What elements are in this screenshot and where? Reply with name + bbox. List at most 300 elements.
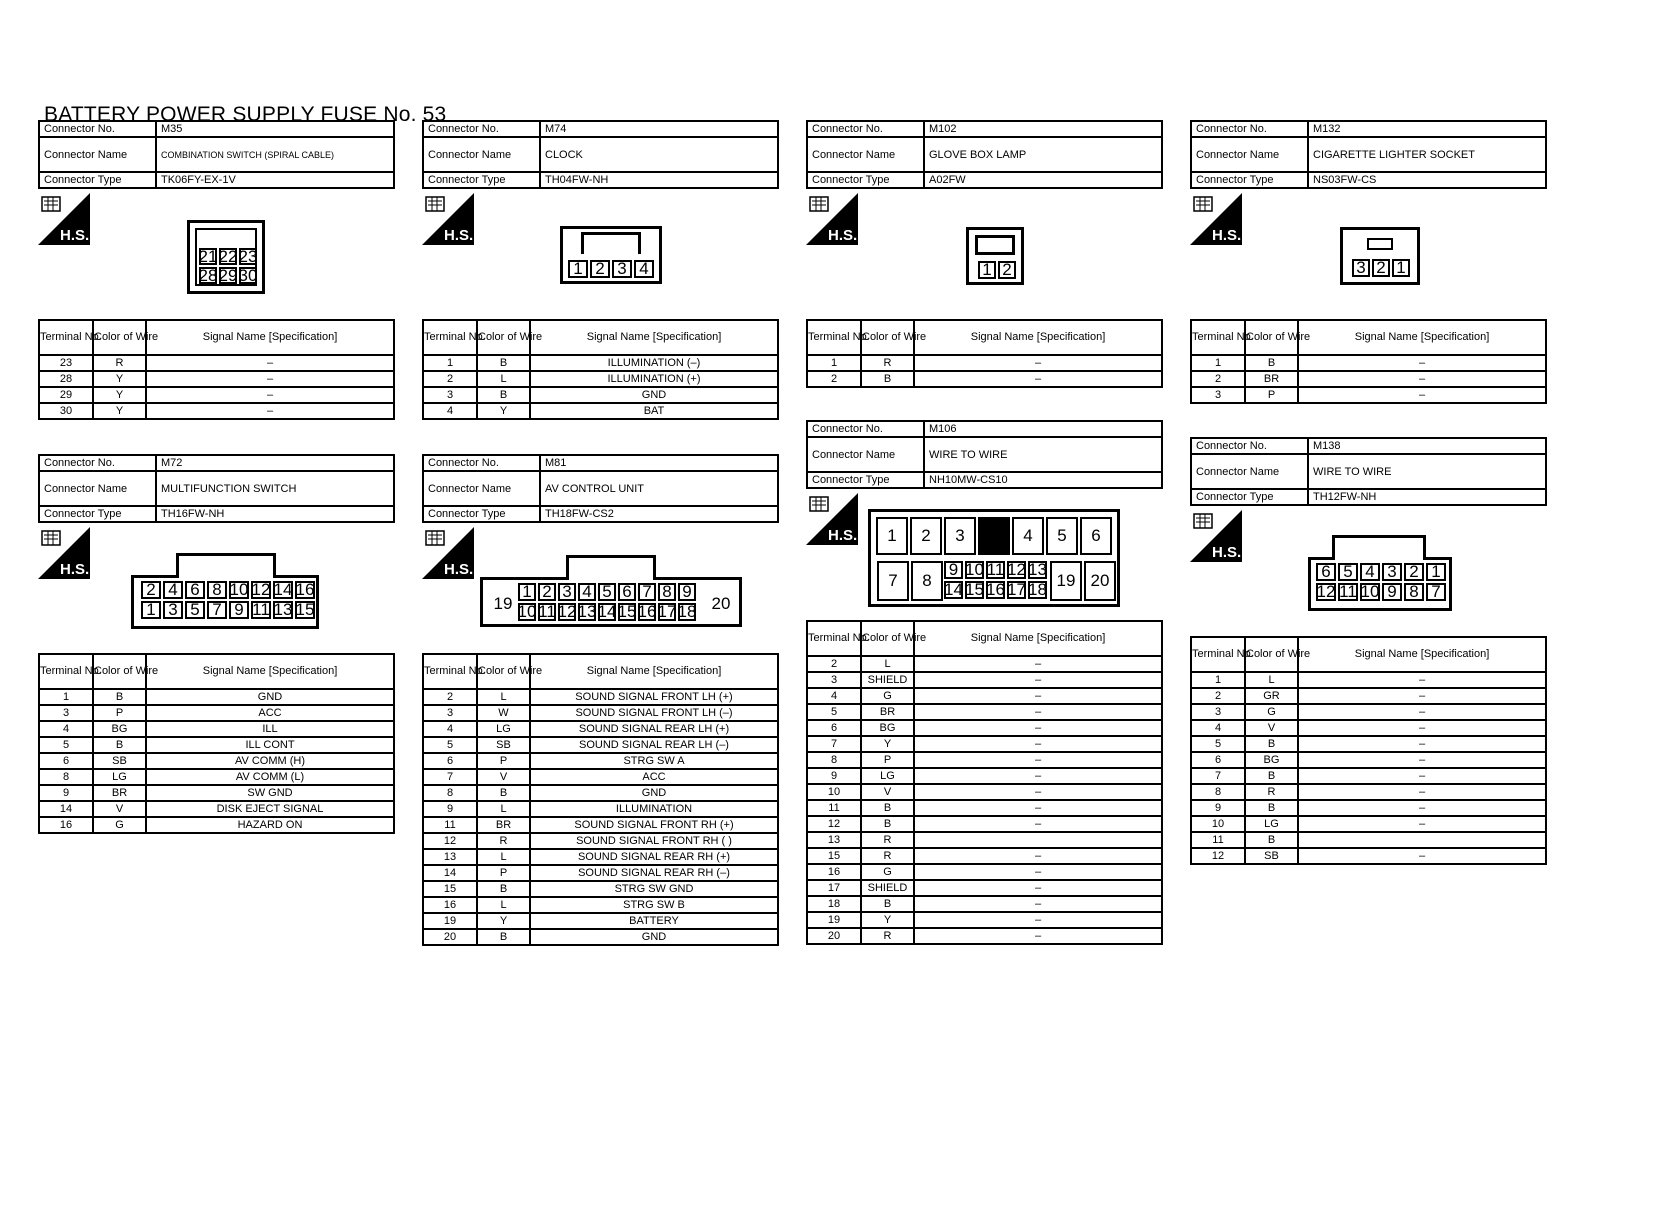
terminal-no: 13: [423, 849, 477, 865]
signal-name: –: [1298, 387, 1546, 403]
terminal-no: 7: [423, 769, 477, 785]
terminal-no: 29: [39, 387, 93, 403]
terminal-no: 15: [423, 881, 477, 897]
cavity-number: 19: [1050, 561, 1082, 601]
wire-color: P: [93, 705, 146, 721]
cavity-number: 10: [965, 560, 984, 579]
cavity-number: 3: [944, 517, 976, 555]
signal-name: SOUND SIGNAL FRONT RH ( ): [530, 833, 778, 849]
signal-name: GND: [530, 785, 778, 801]
table-row: [423, 403, 778, 419]
connector-cavity-grid: [875, 516, 1113, 556]
connector-no-label: Connector No.: [807, 121, 924, 137]
svg-text:H.S.: H.S.: [1212, 227, 1242, 244]
signal-name: –: [1298, 704, 1546, 720]
terminal-no: 2: [807, 656, 861, 672]
table-row: [423, 849, 778, 865]
terminal-no: 2: [423, 371, 477, 387]
table-row: [807, 912, 1162, 928]
cavity-number: 23: [238, 246, 258, 266]
connector-type-label: Connector Type: [423, 506, 540, 522]
table-row: [423, 753, 778, 769]
terminal-no: 4: [423, 721, 477, 737]
terminal-no: 7: [1191, 768, 1245, 784]
table-row: [39, 355, 394, 371]
connector-type-value: TK06FY-EX-1V: [156, 172, 394, 188]
terminal-no-header: Terminal No.: [39, 320, 93, 355]
signal-name: SOUND SIGNAL FRONT LH (–): [530, 705, 778, 721]
signal-name: –: [914, 720, 1162, 736]
signal-name: –: [1298, 688, 1546, 704]
wire-color: Y: [477, 403, 530, 419]
table-row: [807, 784, 1162, 800]
connector-type-value: A02FW: [924, 172, 1162, 188]
signal-name: –: [1298, 371, 1546, 387]
terminal-no: 23: [39, 355, 93, 371]
signal-name: –: [914, 704, 1162, 720]
pin-assignment-table: [806, 620, 1163, 945]
terminal-no: 6: [1191, 752, 1245, 768]
cavity-number: 12: [557, 602, 577, 621]
svg-text:H.S.: H.S.: [60, 227, 90, 244]
signal-name: –: [914, 800, 1162, 816]
table-row: [807, 816, 1162, 832]
wire-color: SB: [477, 737, 530, 753]
cavity-number: 8: [658, 583, 676, 601]
signal-name: –: [914, 928, 1162, 944]
table-row: [423, 801, 778, 817]
cavity-number: 11: [986, 560, 1005, 579]
cavity-number: 16: [637, 602, 657, 621]
connector-face: [560, 226, 662, 284]
signal-name: SOUND SIGNAL REAR RH (–): [530, 865, 778, 881]
table-row: [1191, 688, 1546, 704]
table-row: [423, 387, 778, 403]
connector-no-value: M102: [924, 121, 1162, 137]
terminal-no: 8: [423, 785, 477, 801]
terminal-no: 20: [807, 928, 861, 944]
connector-name-label: Connector Name: [423, 471, 540, 506]
terminal-no: 6: [423, 753, 477, 769]
wire-color: B: [861, 896, 914, 912]
wire-color: B: [861, 371, 914, 387]
terminal-no: 6: [39, 753, 93, 769]
signal-name: –: [1298, 784, 1546, 800]
terminal-no-header: Terminal No.: [423, 320, 477, 355]
cavity-number: 1: [518, 583, 536, 601]
table-row: [807, 656, 1162, 672]
connector-type-label: Connector Type: [1191, 172, 1308, 188]
terminal-no: 18: [807, 896, 861, 912]
terminal-no: 2: [1191, 688, 1245, 704]
connector-info-table: [38, 120, 395, 189]
signal-name: –: [1298, 720, 1546, 736]
signal-name: HAZARD ON: [146, 817, 394, 833]
wire-color: P: [1245, 387, 1298, 403]
harness-side-icon: [806, 493, 858, 545]
table-row: [807, 880, 1162, 896]
cavity-number: 2: [141, 581, 161, 599]
wire-color: R: [861, 928, 914, 944]
signal-name: ILLUMINATION: [530, 801, 778, 817]
signal-name: –: [914, 880, 1162, 896]
terminal-no: 11: [1191, 832, 1245, 848]
table-row: [1191, 768, 1546, 784]
table-row: [423, 355, 778, 371]
terminal-no: 4: [423, 403, 477, 419]
cavity-number: 18: [677, 602, 697, 621]
cavity-number: 7: [877, 561, 909, 601]
terminal-no: 5: [423, 737, 477, 753]
cavity-number: 2: [1372, 259, 1390, 277]
signal-name: [914, 832, 1162, 848]
connector-type-value: NS03FW-CS: [1308, 172, 1546, 188]
wire-color: B: [477, 387, 530, 403]
cavity-number: 3: [1352, 259, 1370, 277]
color-of-wire-header: Color of Wire: [1245, 320, 1298, 355]
signal-name: –: [146, 403, 394, 419]
harness-side-icon: [806, 193, 858, 245]
terminal-no: 1: [1191, 355, 1245, 371]
signal-name-header: Signal Name [Specification]: [914, 621, 1162, 656]
table-row: [807, 704, 1162, 720]
terminal-no: 4: [39, 721, 93, 737]
harness-side-icon: [38, 527, 90, 579]
wire-color: G: [861, 688, 914, 704]
cavity-number: 19: [493, 594, 513, 613]
signal-name: –: [1298, 672, 1546, 688]
table-row: [423, 737, 778, 753]
signal-name: –: [1298, 355, 1546, 371]
signal-name: –: [914, 864, 1162, 880]
connector-cavity-grid: [140, 580, 316, 620]
table-row: [807, 371, 1162, 387]
table-row: [423, 689, 778, 705]
cavity-number: 14: [597, 602, 617, 621]
terminal-no: 19: [423, 913, 477, 929]
wire-color: BR: [1245, 371, 1298, 387]
wire-color: LG: [861, 768, 914, 784]
terminal-no-header: Terminal No.: [1191, 637, 1245, 672]
signal-name: –: [1298, 816, 1546, 832]
wire-color: L: [477, 689, 530, 705]
cavity-number: 22: [218, 246, 238, 266]
connector-type-value: NH10MW-CS10: [924, 472, 1162, 488]
color-of-wire-header: Color of Wire: [1245, 637, 1298, 672]
color-of-wire-header: Color of Wire: [861, 621, 914, 656]
cavity-number: 30: [238, 265, 258, 285]
connector-no-value: M74: [540, 121, 778, 137]
connector-cavity-grid: [517, 582, 697, 622]
signal-name: –: [146, 355, 394, 371]
terminal-no: 8: [1191, 784, 1245, 800]
table-row: [807, 752, 1162, 768]
connector-name-label: Connector Name: [1191, 454, 1308, 489]
terminal-no-header: Terminal No.: [39, 654, 93, 689]
signal-name: BAT: [530, 403, 778, 419]
cavity-number: 20: [711, 594, 731, 613]
connector-info-table: [1190, 437, 1547, 506]
table-row: [807, 768, 1162, 784]
cavity-number: 4: [578, 583, 596, 601]
pin-assignment-table: [1190, 636, 1547, 865]
wire-color: B: [861, 800, 914, 816]
terminal-no: 12: [423, 833, 477, 849]
terminal-no: 14: [39, 801, 93, 817]
cavity-number: 15: [965, 580, 984, 599]
connector-info-table: [1190, 120, 1547, 189]
terminal-no: 9: [39, 785, 93, 801]
table-row: [1191, 784, 1546, 800]
connector-face: [187, 220, 265, 294]
connector-type-label: Connector Type: [807, 472, 924, 488]
signal-name: SOUND SIGNAL FRONT LH (+): [530, 689, 778, 705]
wire-color: B: [1245, 832, 1298, 848]
signal-name: AV COMM (H): [146, 753, 394, 769]
cavity-number: 10: [517, 602, 537, 621]
terminal-no: 12: [1191, 848, 1245, 864]
wire-color: GR: [1245, 688, 1298, 704]
cavity-number: 17: [1007, 580, 1026, 599]
signal-name: GND: [530, 929, 778, 945]
connector-no-value: M35: [156, 121, 394, 137]
terminal-no: 9: [807, 768, 861, 784]
wire-color: B: [477, 881, 530, 897]
signal-name-header: Signal Name [Specification]: [530, 320, 778, 355]
cavity-number: 5: [1046, 517, 1078, 555]
connector-name-value: COMBINATION SWITCH (SPIRAL CABLE): [156, 137, 394, 172]
wire-color: B: [1245, 355, 1298, 371]
cavity-number: 29: [218, 265, 238, 285]
cavity-number: 9: [944, 561, 963, 579]
table-row: [423, 897, 778, 913]
cavity-number: 1: [1392, 259, 1410, 277]
wire-color: L: [477, 897, 530, 913]
cavity-number: 9: [678, 583, 696, 601]
terminal-no: 3: [1191, 387, 1245, 403]
table-row: [1191, 752, 1546, 768]
table-row: [39, 801, 394, 817]
wire-color: B: [93, 737, 146, 753]
wire-color: B: [1245, 736, 1298, 752]
cavity-number: 10: [1360, 582, 1380, 601]
cavity-number: 16: [986, 580, 1005, 599]
wire-color: G: [861, 864, 914, 880]
terminal-no: 11: [423, 817, 477, 833]
connector-face: [868, 509, 1120, 607]
connector-info-table: [806, 420, 1163, 489]
cavity-number: 3: [612, 260, 632, 278]
terminal-no-header: Terminal No.: [807, 320, 861, 355]
cavity-number: 12: [251, 580, 271, 599]
connector-face: [966, 227, 1024, 285]
pin-assignment-table: [38, 653, 395, 834]
signal-name: AV COMM (L): [146, 769, 394, 785]
terminal-no: 3: [1191, 704, 1245, 720]
wire-color: B: [93, 689, 146, 705]
table-row: [807, 864, 1162, 880]
connector-no-label: Connector No.: [423, 455, 540, 471]
terminal-no: 13: [807, 832, 861, 848]
signal-name: –: [1298, 848, 1546, 864]
connector-no-label: Connector No.: [39, 455, 156, 471]
cavity-number: 15: [617, 602, 637, 621]
terminal-no: 3: [423, 387, 477, 403]
svg-text:H.S.: H.S.: [60, 561, 90, 578]
connector-no-label: Connector No.: [39, 121, 156, 137]
signal-name: –: [914, 656, 1162, 672]
wire-color: SHIELD: [861, 672, 914, 688]
terminal-no: 7: [807, 736, 861, 752]
table-row: [807, 928, 1162, 944]
wire-color: BR: [93, 785, 146, 801]
table-row: [1191, 816, 1546, 832]
terminal-no: 16: [807, 864, 861, 880]
signal-name-header: Signal Name [Specification]: [914, 320, 1162, 355]
table-row: [423, 371, 778, 387]
table-row: [423, 785, 778, 801]
table-row: [1191, 355, 1546, 371]
wire-color: W: [477, 705, 530, 721]
connector-type-label: Connector Type: [807, 172, 924, 188]
signal-name: SOUND SIGNAL REAR LH (–): [530, 737, 778, 753]
terminal-no: 19: [807, 912, 861, 928]
cavity-number: 5: [598, 583, 616, 601]
signal-name: DISK EJECT SIGNAL: [146, 801, 394, 817]
wire-color: L: [477, 849, 530, 865]
connector-no-label: Connector No.: [1191, 438, 1308, 454]
signal-name: –: [146, 387, 394, 403]
wire-color: Y: [861, 736, 914, 752]
cavity-number: 20: [1084, 561, 1116, 601]
connector-no-value: M138: [1308, 438, 1546, 454]
harness-side-icon: [422, 527, 474, 579]
terminal-no: 1: [807, 355, 861, 371]
cavity-number: 14: [944, 580, 963, 599]
table-row: [807, 896, 1162, 912]
page-title: BATTERY POWER SUPPLY FUSE No. 53: [44, 103, 447, 126]
pin-assignment-table: [38, 319, 395, 420]
table-row: [1191, 720, 1546, 736]
cavity-number: 1: [141, 601, 161, 619]
table-row: [423, 833, 778, 849]
table-row: [807, 800, 1162, 816]
table-row: [807, 672, 1162, 688]
terminal-no: 3: [807, 672, 861, 688]
connector-type-value: TH16FW-NH: [156, 506, 394, 522]
connector-no-value: M132: [1308, 121, 1546, 137]
signal-name-header: Signal Name [Specification]: [146, 654, 394, 689]
table-row: [423, 881, 778, 897]
signal-name: SOUND SIGNAL REAR LH (+): [530, 721, 778, 737]
table-row: [423, 705, 778, 721]
table-row: [1191, 736, 1546, 752]
svg-text:H.S.: H.S.: [828, 527, 858, 544]
signal-name: SOUND SIGNAL FRONT RH (+): [530, 817, 778, 833]
wire-color: B: [477, 785, 530, 801]
connector-info-table: [422, 454, 779, 523]
table-row: [423, 913, 778, 929]
wire-color: B: [1245, 768, 1298, 784]
table-row: [807, 720, 1162, 736]
cavity-number: 16: [295, 580, 315, 599]
signal-name-header: Signal Name [Specification]: [1298, 320, 1546, 355]
connector-cavity-grid: [567, 259, 655, 279]
cavity-number: 13: [1028, 560, 1047, 579]
table-row: [423, 817, 778, 833]
terminal-no: 8: [39, 769, 93, 785]
harness-side-icon: [1190, 193, 1242, 245]
wire-color: L: [1245, 672, 1298, 688]
pin-assignment-table: [422, 319, 779, 420]
cavity-number: 14: [273, 580, 293, 599]
terminal-no: 11: [807, 800, 861, 816]
signal-name: –: [914, 848, 1162, 864]
table-row: [39, 721, 394, 737]
wire-color: R: [861, 832, 914, 848]
table-row: [39, 769, 394, 785]
connector-type-label: Connector Type: [1191, 489, 1308, 505]
terminal-no: 9: [1191, 800, 1245, 816]
table-row: [1191, 704, 1546, 720]
cavity-number: 21: [198, 246, 218, 266]
table-row: [39, 403, 394, 419]
cavity-number: 11: [538, 602, 556, 621]
terminal-no: 1: [1191, 672, 1245, 688]
wire-color: P: [477, 865, 530, 881]
connector-info-table: [38, 454, 395, 523]
connector-name-label: Connector Name: [807, 137, 924, 172]
signal-name: SOUND SIGNAL REAR RH (+): [530, 849, 778, 865]
signal-name: –: [914, 355, 1162, 371]
signal-name: ILL CONT: [146, 737, 394, 753]
cavity-number: 8: [911, 561, 943, 601]
pin-assignment-table: [1190, 319, 1547, 404]
connector-info-table: [806, 120, 1163, 189]
terminal-no: 17: [807, 880, 861, 896]
wire-color: Y: [93, 387, 146, 403]
wire-color: R: [1245, 784, 1298, 800]
color-of-wire-header: Color of Wire: [93, 654, 146, 689]
terminal-no: 3: [423, 705, 477, 721]
signal-name: GND: [530, 387, 778, 403]
cavity-number: 8: [207, 581, 227, 599]
connector-type-value: TH18FW-CS2: [540, 506, 778, 522]
terminal-no: 10: [807, 784, 861, 800]
signal-name: –: [914, 784, 1162, 800]
wire-color: G: [93, 817, 146, 833]
table-row: [39, 817, 394, 833]
table-row: [423, 769, 778, 785]
cavity-number: 11: [1339, 582, 1357, 601]
wire-color: V: [477, 769, 530, 785]
table-row: [39, 785, 394, 801]
wire-color: P: [477, 753, 530, 769]
cavity-number: 8: [1404, 583, 1424, 601]
signal-name: STRG SW GND: [530, 881, 778, 897]
terminal-no: 6: [807, 720, 861, 736]
wire-color: SHIELD: [861, 880, 914, 896]
wire-color: LG: [1245, 816, 1298, 832]
cavity-number: 9: [1382, 583, 1402, 601]
cavity-number: 3: [1382, 563, 1402, 581]
connector-face: [1340, 227, 1420, 285]
signal-name: –: [914, 752, 1162, 768]
table-row: [39, 689, 394, 705]
signal-name: –: [914, 672, 1162, 688]
signal-name: –: [146, 371, 394, 387]
table-row: [807, 832, 1162, 848]
